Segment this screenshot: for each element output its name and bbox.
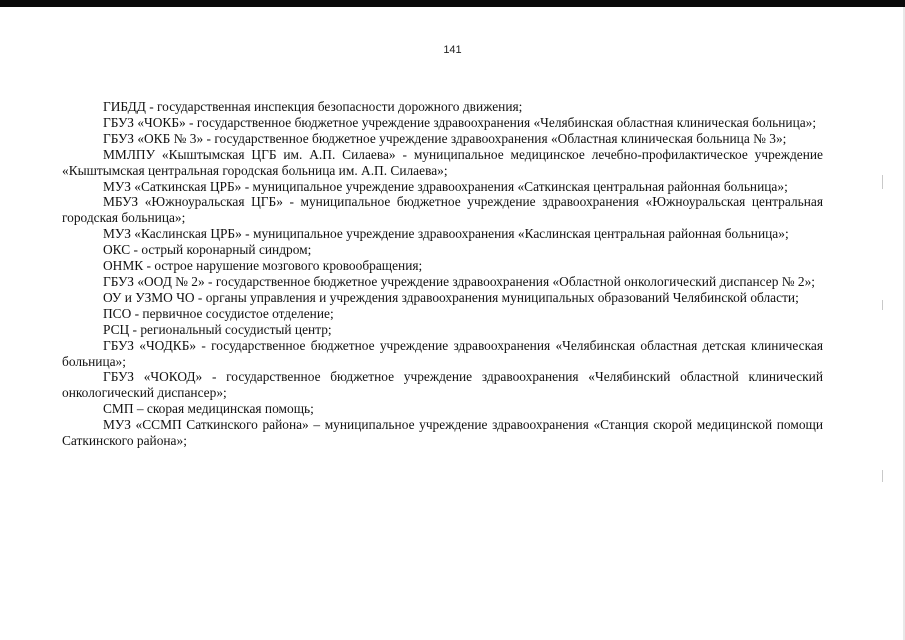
abbreviation-paragraph: ММЛПУ «Кыштымская ЦГБ им. А.П. Силаева» - муниципальное медицинское лечебно-профилактическое учреждение «Кыштымская центральная городская больница им. А.П. Силаева»; xyxy=(62,146,823,178)
abbreviation-paragraph: ГБУЗ «ООД № 2» - государственное бюджетное учреждение здравоохранения «Областной онкологический диспансер № 2»; xyxy=(103,273,816,289)
scan-artifact xyxy=(882,470,883,482)
abbreviation-paragraph: МУЗ «ССМП Саткинского района» – муниципальное учреждение здравоохранения «Станция скорой медицинской помощи Саткинского района»; xyxy=(62,417,823,449)
abbreviation-paragraph: ГБУЗ «ЧОКБ» - государственное бюджетное учреждение здравоохранения «Челябинская областная клиническая больница»; xyxy=(103,114,817,130)
abbreviation-paragraph: ГБУЗ «ОКБ № 3» - государственное бюджетное учреждение здравоохранения «Областная клиническая больница № 3»; xyxy=(103,130,787,146)
abbreviation-paragraph: ПСО - первичное сосудистое отделение; xyxy=(103,305,334,321)
abbreviation-paragraph: МБУЗ «Южноуральская ЦГБ» - муниципальное бюджетное учреждение здравоохранения «Южноуральская центральная городская больница»; xyxy=(62,194,823,226)
abbreviation-paragraph: ГБУЗ «ЧОКОД» - государственное бюджетное учреждение здравоохранения «Челябинский областной клинический онкологический диспансер»; xyxy=(62,369,823,401)
abbreviation-paragraph: ОНМК - острое нарушение мозгового кровообращения; xyxy=(103,258,423,274)
document-body xyxy=(62,99,823,449)
abbreviation-paragraph: ГИБДД - государственная инспекция безопасности дорожного движения; xyxy=(103,99,523,114)
abbreviation-paragraph: СМП – скорая медицинская помощь; xyxy=(103,401,314,417)
scan-artifact xyxy=(882,300,883,310)
abbreviation-paragraph: МУЗ «Саткинская ЦРБ» - муниципальное учреждение здравоохранения «Саткинская центральная районная больница»; xyxy=(103,178,788,194)
abbreviation-paragraph: ОКС - острый коронарный синдром; xyxy=(103,242,312,258)
top-border xyxy=(0,0,905,7)
scan-artifact xyxy=(882,175,883,189)
abbreviation-paragraph: МУЗ «Каслинская ЦРБ» - муниципальное учреждение здравоохранения «Каслинская центральная районная больница»; xyxy=(103,226,789,242)
abbreviation-paragraph: РСЦ - региональный сосудистый центр; xyxy=(103,321,332,337)
page-number: 141 xyxy=(443,44,462,56)
abbreviation-paragraph: ГБУЗ «ЧОДКБ» - государственное бюджетное учреждение здравоохранения «Челябинская областная детская клиническая больница»; xyxy=(62,337,823,369)
abbreviation-paragraph: ОУ и УЗМО ЧО - органы управления и учреждения здравоохранения муниципальных образований Челябинской области; xyxy=(103,289,799,305)
